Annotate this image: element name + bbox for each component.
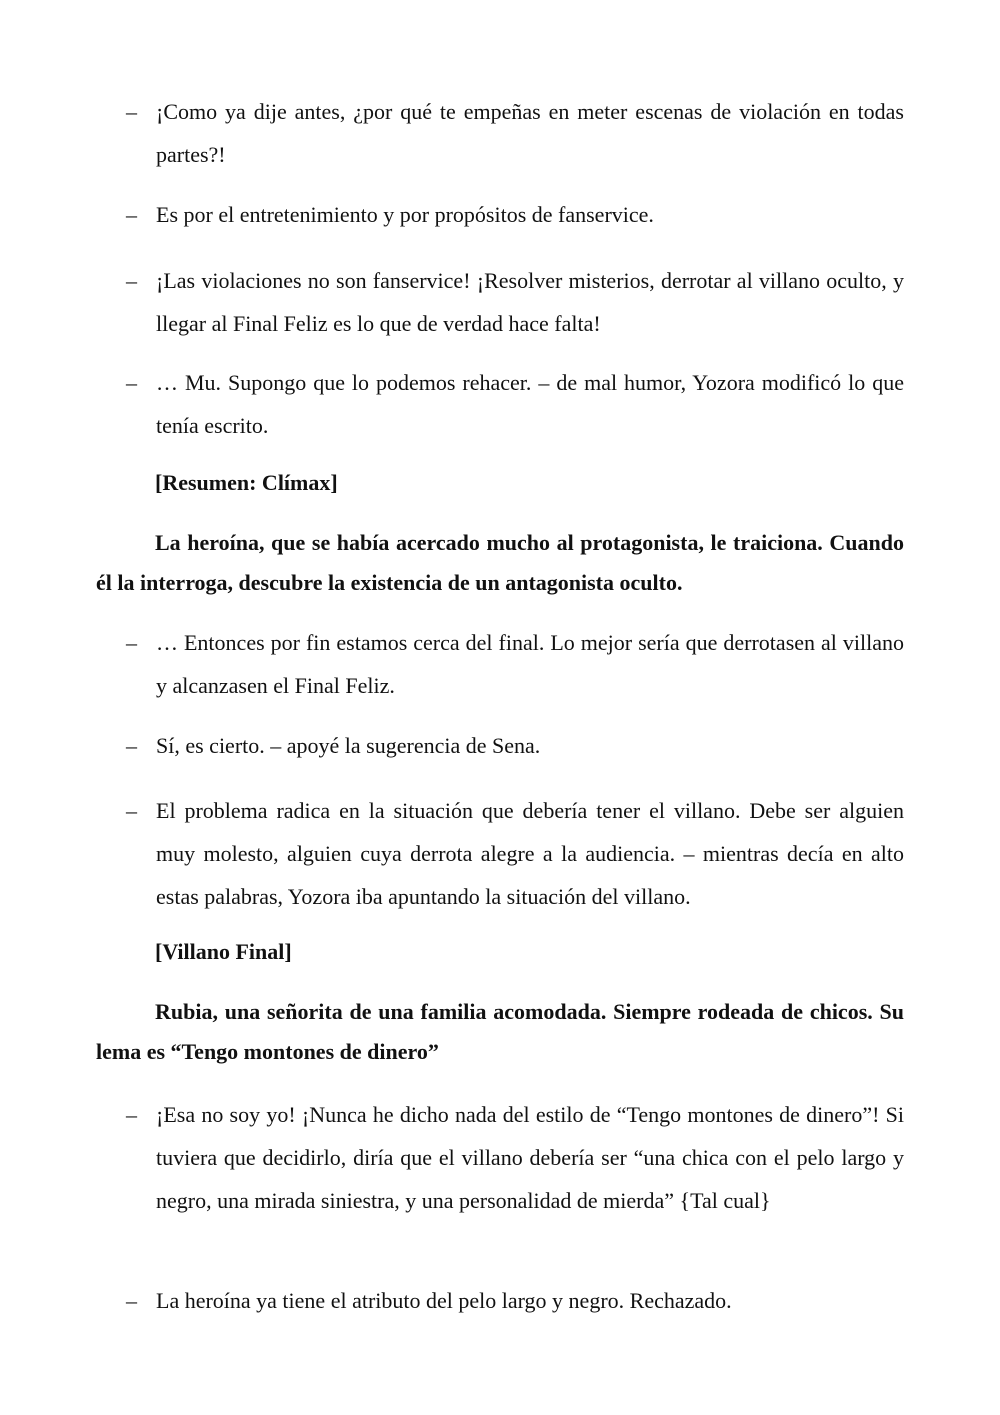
dialogue-line [126, 621, 904, 707]
dialogue-text: La heroína ya tiene el atributo del pelo largo y negro. Rechazado. [156, 1288, 732, 1313]
dialogue-text: ¡Las violaciones no son fanservice! ¡Resolver misterios, derrotar al villano oculto, y llegar al Final Feliz es lo que de verdad hace falta! [156, 268, 904, 336]
dialogue-line [126, 90, 904, 176]
dialogue-text: … Mu. Supongo que lo podemos rehacer. – de mal humor, Yozora modificó lo que tenía escrito. [156, 370, 904, 438]
dialogue-line [126, 1093, 904, 1222]
section-heading: [Resumen: Clímax] [155, 470, 338, 495]
dialogue-line [126, 1279, 904, 1322]
dialogue-text: Sí, es cierto. – apoyé la sugerencia de Sena. [156, 733, 541, 758]
dialogue-text: … Entonces por fin estamos cerca del final. Lo mejor sería que derrotasen al villano y alcanzasen el Final Feliz. [156, 630, 904, 698]
dialogue-text: El problema radica en la situación que debería tener el villano. Debe ser alguien muy molesto, alguien cuya derrota alegre a la audiencia. – mientras decía en alto estas palabras, Yozora iba apuntando la situación del villano. [156, 798, 904, 909]
dialogue-text: ¡Como ya dije antes, ¿por qué te empeñas en meter escenas de violación en todas partes?! [156, 99, 904, 167]
dialogue-dash: – [126, 370, 137, 395]
dialogue-dash: – [126, 630, 137, 655]
dialogue-dash: – [126, 798, 137, 823]
dialogue-line [126, 259, 904, 345]
dialogue-dash: – [126, 268, 137, 293]
dialogue-text: Es por el entretenimiento y por propósitos de fanservice. [156, 202, 654, 227]
dialogue-line [126, 724, 904, 767]
dialogue-dash: – [126, 202, 137, 227]
dialogue-dash: – [126, 1288, 137, 1313]
dialogue-dash: – [126, 1102, 137, 1127]
dialogue-text: ¡Esa no soy yo! ¡Nunca he dicho nada del estilo de “Tengo montones de dinero”! Si tuviera que decidirlo, diría que el villano debería ser “una chica con el pelo largo y negro, una mirada siniestra, y una personalidad de mierda” {Tal cual} [156, 1102, 904, 1213]
dialogue-dash: – [126, 733, 137, 758]
dialogue-line [126, 361, 904, 447]
section-heading: [Villano Final] [155, 939, 292, 964]
summary-paragraph: La heroína, que se había acercado mucho al protagonista, le traiciona. Cuando él la interroga, descubre la existencia de un antagonista oculto. [96, 530, 904, 595]
summary-paragraph: Rubia, una señorita de una familia acomodada. Siempre rodeada de chicos. Su lema es “Tengo montones de dinero” [96, 999, 904, 1064]
dialogue-line [126, 789, 904, 918]
dialogue-dash: – [126, 99, 137, 124]
dialogue-line [126, 193, 904, 236]
